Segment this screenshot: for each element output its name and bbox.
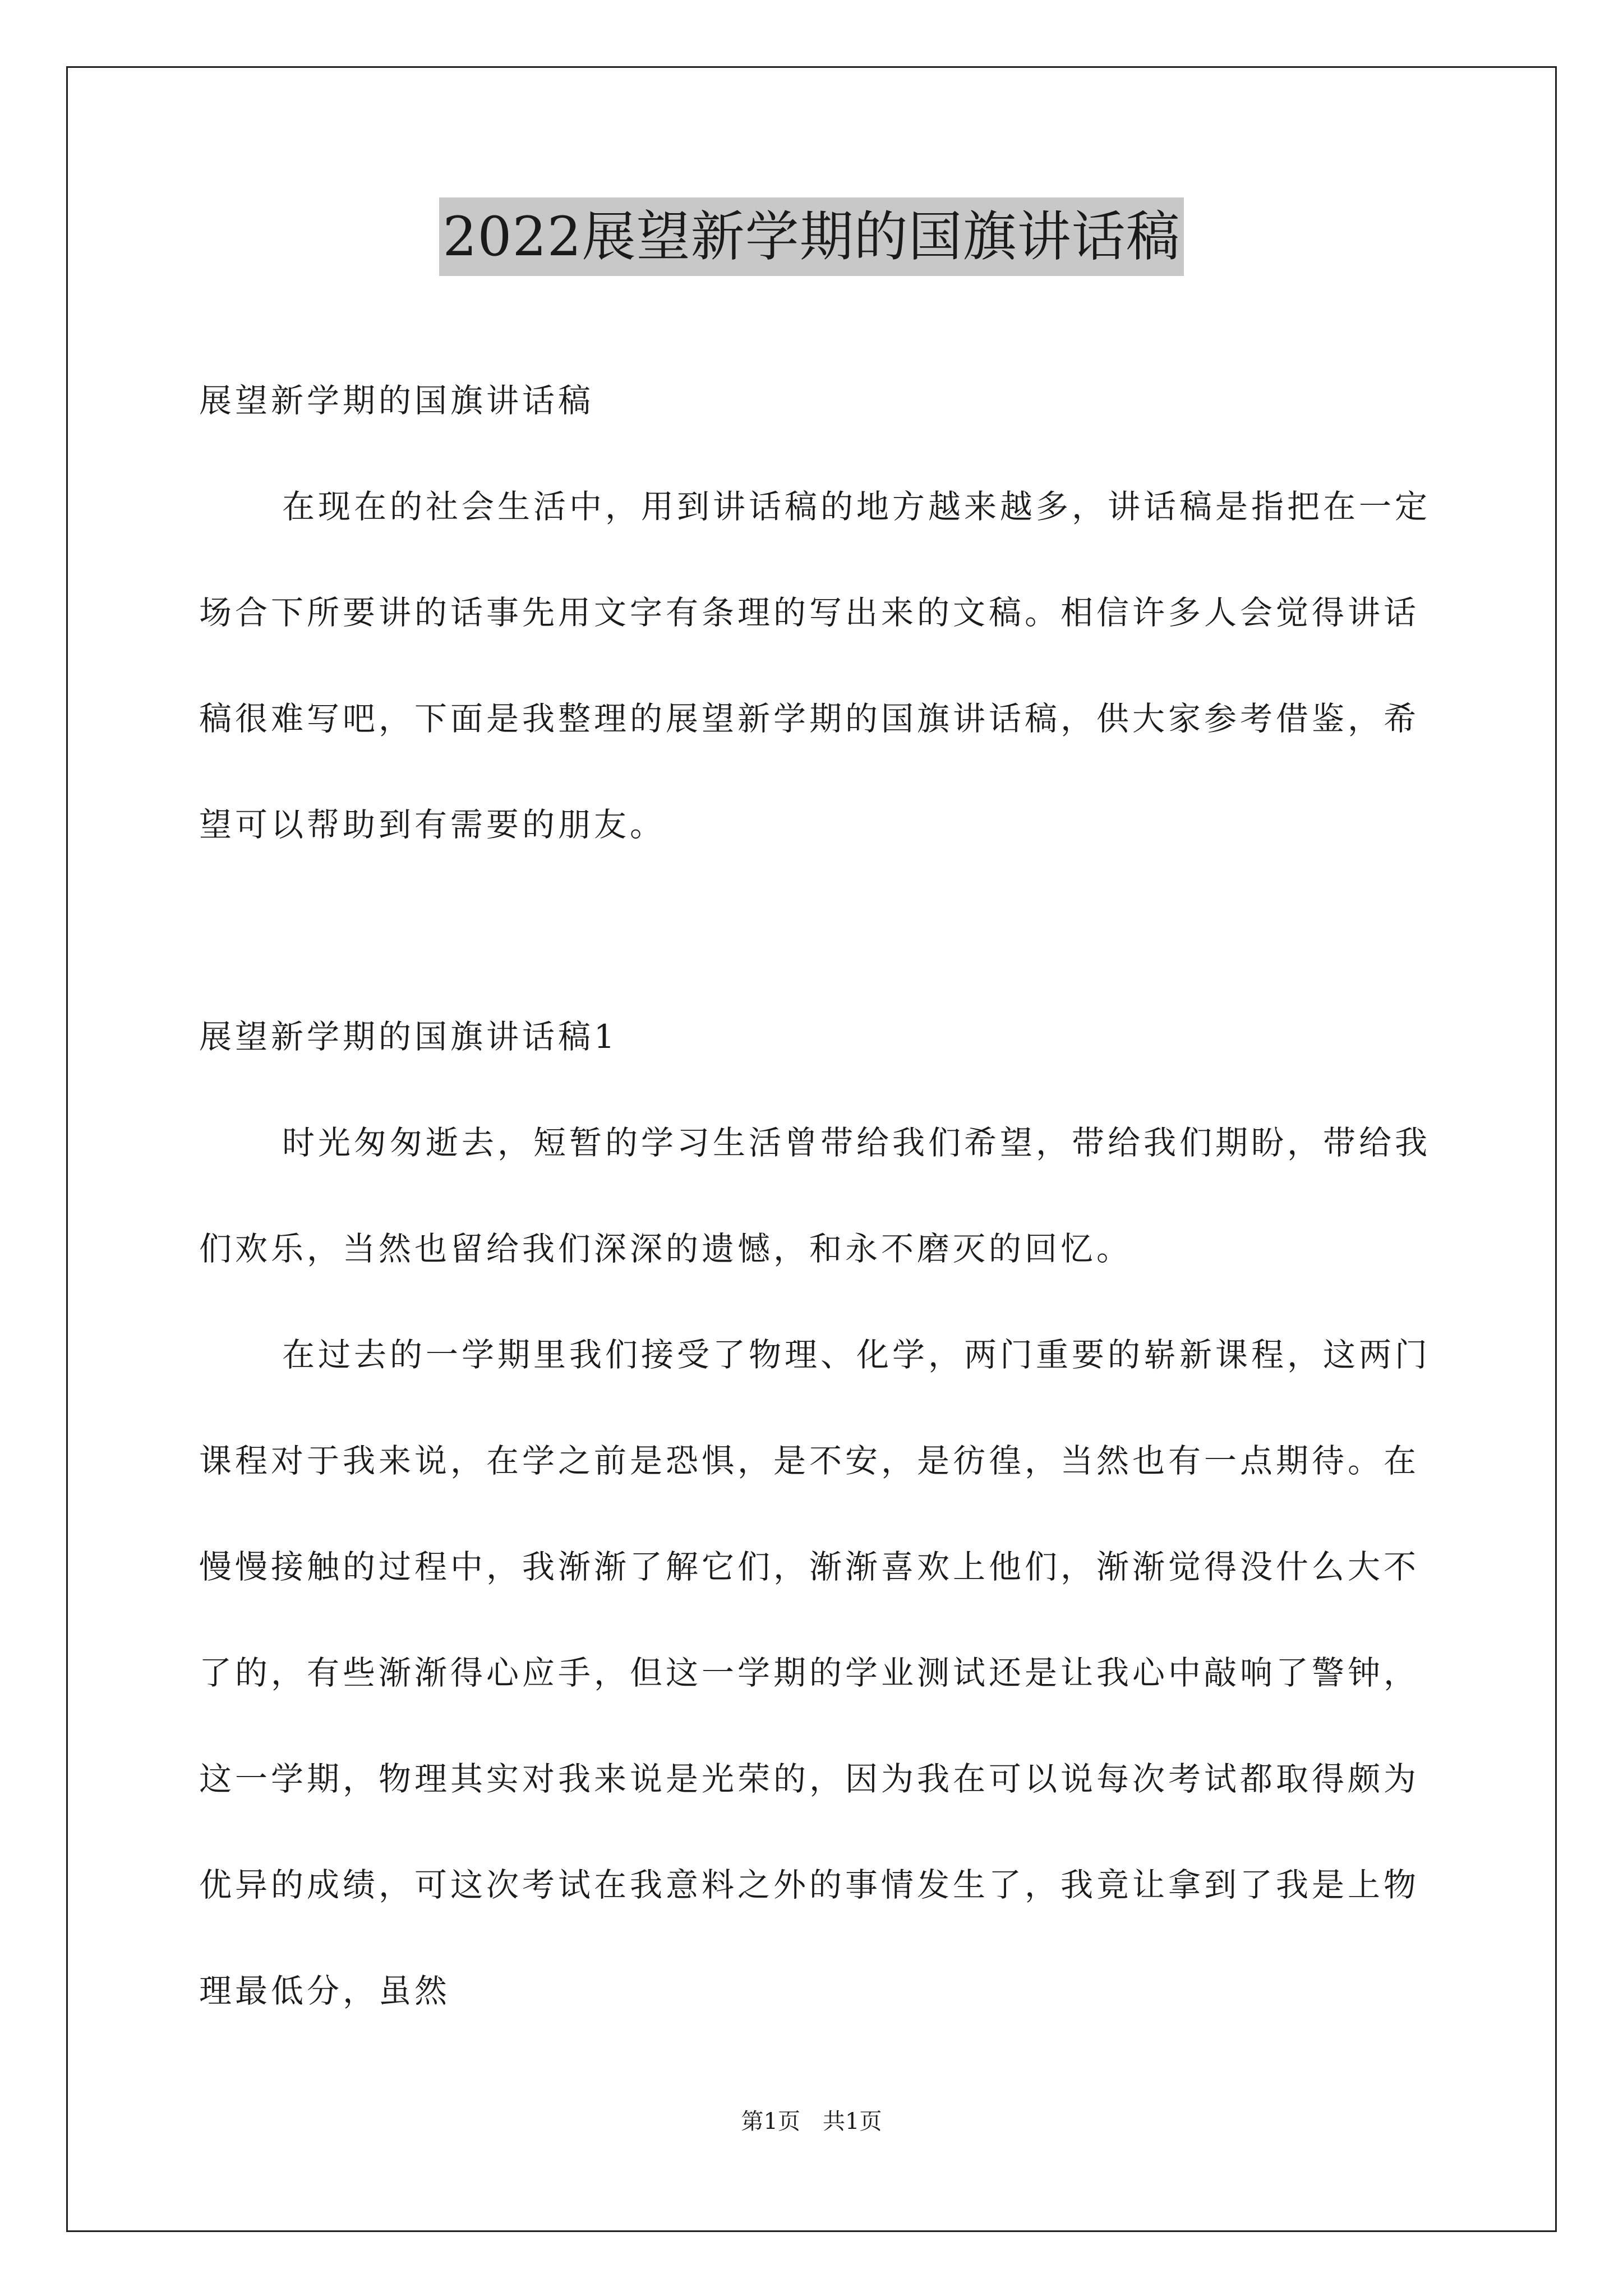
section1-heading: 展望新学期的国旗讲话稿1 xyxy=(199,1018,618,1056)
section1-paragraph: 在过去的一学期里我们接受了物理、化学，两门重要的崭新课程，这两门课程对于我来说，在学之前是恐惧，是不安，是彷徨，当然也有一点期待。在慢慢接触的过程中，我渐渐了解它们，渐渐喜欢上他们，渐渐觉得没什么大不了的，有些渐渐得心应手，但这一学期的学业测试还是让我心中敲响了警钟，这一学期，物理其实对我来说是光荣的，因为我在可以说每次考试都取得颇为优异的成绩，可这次考试在我意料之外的事情发生了，我竟让拿到了我是上物理最低分，虽然 xyxy=(199,1336,1431,2010)
section1-paragraph: 时光匆匆逝去，短暂的学习生活曾带给我们希望，带给我们期盼，带给我们欢乐，当然也留给我们深深的遗憾，和永不磨灭的回忆。 xyxy=(199,1124,1431,1268)
document-title: 2022展望新学期的国旗讲话稿 xyxy=(439,197,1183,276)
intro-paragraph: 在现在的社会生活中，用到讲话稿的地方越来越多，讲话稿是指把在一定场合下所要讲的话事先用文字有条理的写出来的文稿。相信许多人会觉得讲话稿很难写吧，下面是我整理的展望新学期的国旗讲话稿，供大家参考借鉴，希望可以帮助到有需要的朋友。 xyxy=(199,487,1431,844)
section-spacer xyxy=(199,878,1433,984)
title-container xyxy=(0,197,1623,276)
intro-heading: 展望新学期的国旗讲话稿 xyxy=(199,381,594,420)
page-footer: 第1页 共1页 xyxy=(741,2109,882,2134)
document-body xyxy=(199,348,1433,2044)
